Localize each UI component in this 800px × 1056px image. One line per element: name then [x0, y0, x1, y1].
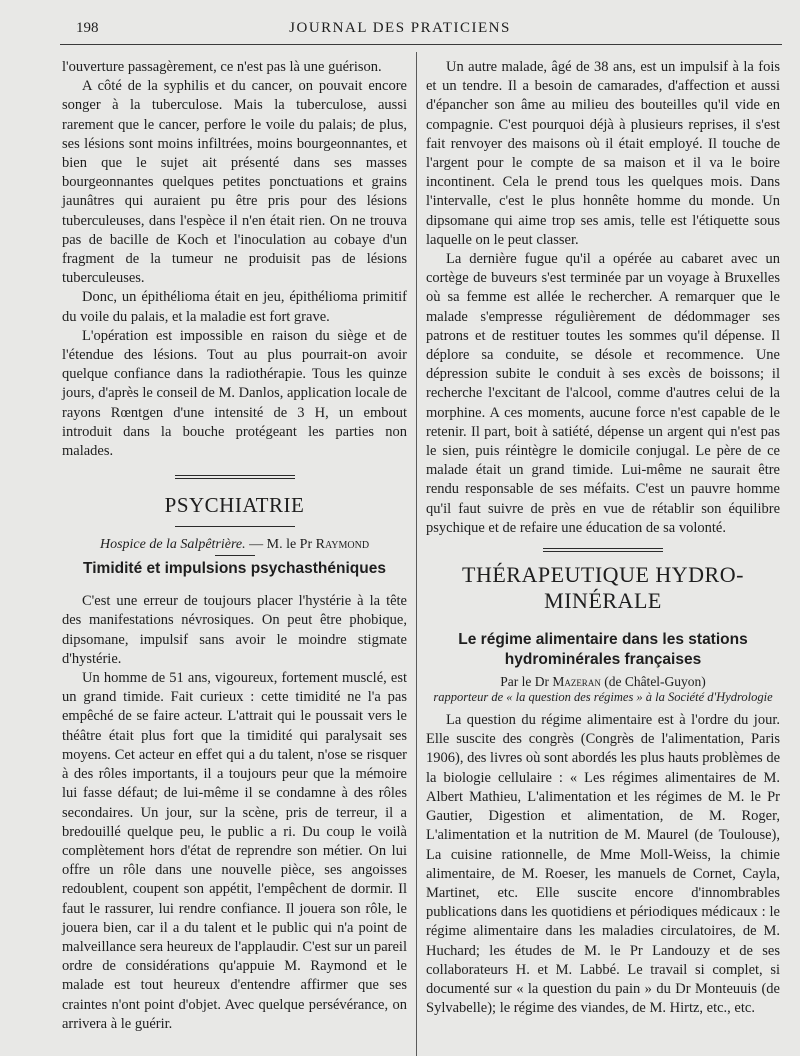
column-divider	[416, 52, 417, 1056]
author-role: rapporteur de « la question des régimes » à la Société d'Hydrologie	[433, 690, 773, 705]
short-rule	[215, 555, 255, 556]
header-rule	[60, 44, 782, 45]
section-rule	[175, 475, 295, 476]
paragraph: C'est une erreur de toujours placer l'hystérie à la tête des manifestations névrosiques. On peut être phobique, dipsomane, impulsif sans avoir le moindre stigmate d'hystérie.	[62, 593, 407, 667]
paragraph: La dernière fugue qu'il a opérée au cabaret avec un cortège de buveurs s'est terminée par un voyage à Bruxelles où sa femme est allée le rechercher. A remarquer que le malade s'empresse régulièrement de dédommager ses patrons et de restituer toutes les sommes qu'il dépense. Il déplore sa conduite, se désole et recommence. Une dépression subite le conduit à ses excès de boissons; il recherche l'excitant de l'alcool, comme d'autres celui de la morphine. A ces moments, aucune force n'est capable de le retenir. Il part, boit à satiété, dépense un argent qui n'est pas le sien, puis réintègre le domicile conjugal. Le père de ce malade était un grand timide. Lui-même ne saurait être rendu responsable de ses méfaits. C'est un pauvre homme qu'il faut suivre de près en vue de rétablir son équilibre psychique et de refaire une éducation de sa volonté.	[426, 251, 780, 536]
author-name: Mazeran	[552, 674, 601, 690]
page-number: 198	[76, 20, 99, 36]
paragraph: Un homme de 51 ans, vigoureux, fortement musclé, est un grand timide. Fait curieux : cette timidité ne l'a pas empêché de se faire acteur. L'attrait qui le poussait vers le théâtre était plus fort que la timidité qui paralysait ses moyens. Cet acteur en effet qui a du talent, n'ose se risquer à des rôles importants, il a toujours peur que la mémoire lui fasse défaut; de lui-même il se condamne à des rôles secondaires. Un jour, sur la scène, pris de terreur, il a bredouillé quelque peu, le public a ri. Du coup le voilà complètement hors d'état de reprendre son métier. On lui offre un rôle dans une nouvelle pièce, ses angoisses redoublent, coupent son appétit, l'empêchent de dormir. Il faut le rassurer, lui rendre confiance. Il jouera son rôle, le jouera bien, car il a du talent et le public qui n'a point de malveillance sera heureux de l'applaudir. C'est sur un pareil ordre de considérations qu'appuie M. Raymond et le malade est tout heureux d'entendre affirmer que ses craintes n'ont point d'objet. Avec quelque persévérance, on arrivera à le guérir.	[62, 670, 407, 1032]
article-subheading: Le régime alimentaire dans les stations hydrominérales françaises	[458, 631, 748, 669]
byline-hospital: Hospice de la Salpêtrière.	[99, 537, 246, 553]
left-column	[62, 58, 407, 1034]
paragraph: Donc, un épithélioma était en jeu, épithélioma primitif du voile du palais, et la maladie est fort grave.	[62, 289, 407, 325]
paragraph: l'ouverture passagèrement, ce n'est pas là une guérison.	[62, 59, 382, 75]
byline-separator: — M. le Pr	[245, 537, 316, 553]
journal-title: JOURNAL DES PRATICIENS	[289, 20, 511, 36]
byline	[62, 537, 407, 553]
author-line	[426, 674, 780, 690]
section-title: PSYCHIATRIE	[164, 493, 305, 518]
right-column	[426, 58, 780, 1018]
section-rule	[543, 548, 663, 549]
paragraph: Un autre malade, âgé de 38 ans, est un impulsif à la fois et un tendre. Il a besoin de camarades, d'affection et aussi d'épancher son âme au milieu des bouteilles qu'il vide en compagnie. C'est pourquoi déjà à plusieurs reprises, il s'est fait renvoyer des maisons où il était employé. Il touche de l'argent pour le compte de sa maison et il va le boire incontinent. Cela le prend tous les quelques mois. Dans l'intervalle, c'est le plus honnête homme du monde. Un dipsomane qui aime trop ses amis, telle est l'étiquette sous laquelle on le peut classer.	[426, 59, 780, 248]
paragraph: L'opération est impossible en raison du siège et de l'étendue des lésions. Tout au plus pourrait-on avoir quelque confiance dans la radiothérapie. Tous les quinze jours, d'après le conseil de M. Danlos, application locale de rayons Rœntgen d'une intensité de 3 H, un embout introduit dans la bouche protégeant les parties non malades.	[62, 327, 407, 460]
section-title: THÉRAPEUTIQUE HYDRO-MINÉRALE	[462, 562, 744, 614]
section-rule	[543, 551, 663, 552]
byline-name: Raymond	[315, 537, 370, 553]
article-subheading: Timidité et impulsions psychasthéniques	[83, 560, 386, 578]
paragraph: La question du régime alimentaire est à l'ordre du jour. Elle suscite des congrès (Congrès de l'alimentation, Paris 1906), des livres où sont abordés les plus hauts problèmes de la biologie cellulaire : « Les régimes alimentaires de M. Albert Mathieu, L'alimentation et les régimes de M. le Pr Gautier, Digestion et alimentation, de M. Roger, L'alimentation et la nutrition de M. Maurel (de Toulouse), La cuisine rationnelle, de Mme Moll-Weiss, la chimie alimentaire, de M. Roeser, les manuels de Cornet, Cayla, Martinet, etc. Elle suscite encore d'innombrables publications dans les quotidiens et périodiques médicaux : le régime alimentaire dans les maladies circulatoires, de M. Huchard; les études de M. le Pr Landouzy et de ses collaborateurs H. et M. Labbé. Le travail si complet, si documenté sur « la question du pain » du Dr Monteuuis (de Sylvabelle); le régime des viandes, de M. Hirtz, etc., etc.	[426, 712, 780, 1017]
section-rule	[175, 526, 295, 527]
section-rule	[175, 478, 295, 479]
author-prefix: Par le Dr	[500, 674, 553, 690]
paragraph: A côté de la syphilis et du cancer, on pouvait encore songer à la tuberculose. Mais la tuberculose, aussi rarement que le cancer, perfore le voile du palais; de plus, ses lésions sont moins infiltrées, moins bourgeonnantes, et bien que le sujet ait présenté dans ses masses bourgeonnantes quelques petites ponctuations et grains jaunâtres qui auraient pu être pris pour des lésions tuberculeuses, dans l'espèce il n'en était rien. On ne trouva pas de bacille de Koch et l'inoculation au cobaye d'un fragment de la tumeur ne produisit pas de lésions tuberculeuses.	[62, 78, 407, 287]
author-suffix: (de Châtel-Guyon)	[600, 674, 706, 690]
